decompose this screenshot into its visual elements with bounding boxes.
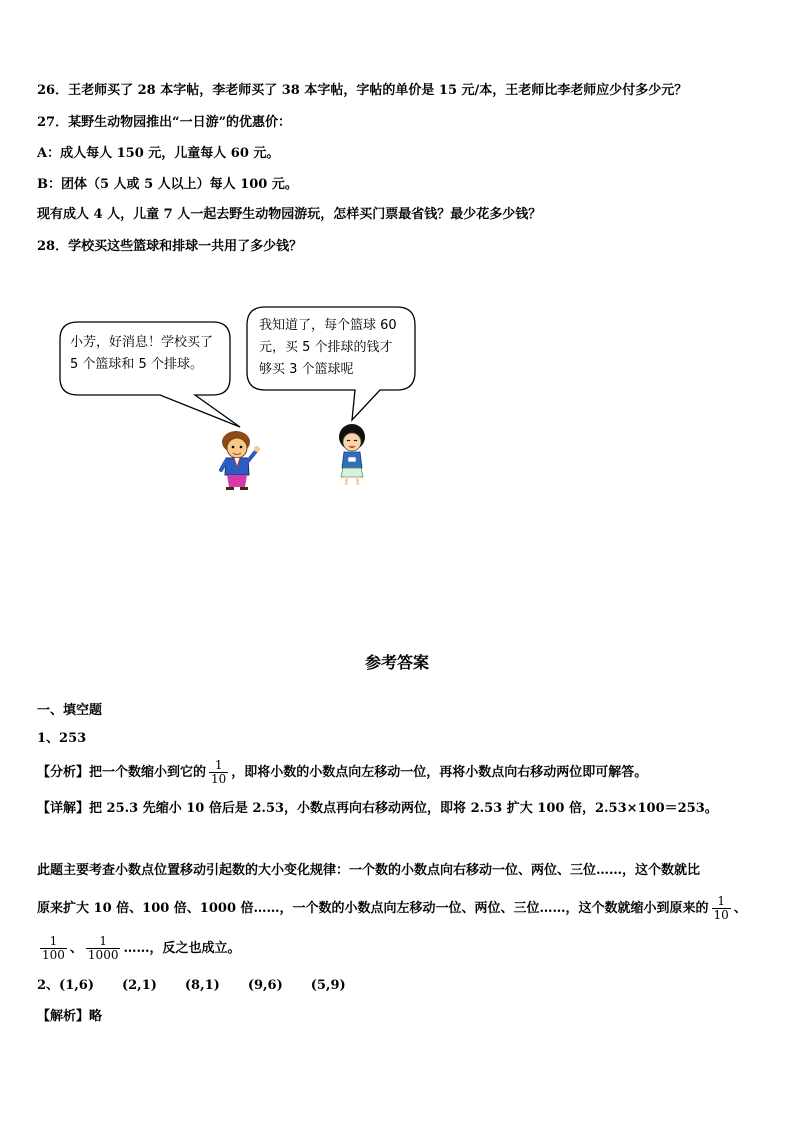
answer-1-analysis-prefix: 【分析】把一个数缩小到它的 [37,765,207,780]
boy-figure [221,431,260,490]
answer-key-title: 参考答案 [364,653,429,672]
fraction-denominator: 1000 [87,948,119,962]
answer-1-note-line-3 [37,935,240,962]
speech-bubble-left-line-2: 5 个篮球和 5 个排球。 [70,357,203,372]
fraction-one-tenth [209,759,228,786]
fraction-numerator: 1 [49,934,58,948]
speech-bubble-right-line-1: 我知道了，每个篮球 60 [259,318,397,333]
answer-section-heading: 一、填空题 [37,703,103,718]
coordinate-2: (2,1) [121,978,157,993]
question-27-option-a: A：成人每人 150 元，儿童每人 60 元。 [37,146,280,161]
question-27-option-b: B：团体（5 人或 5 人以上）每人 100 元。 [37,177,298,192]
answer-1-note-line-1: 此题主要考查小数点位置移动引起数的大小变化规律：一个数的小数点向右移动一位、两位、三位……，这个数就比 [37,863,701,878]
answer-1-note-line-2-end: 、 [733,901,747,916]
question-28: 28．学校买这些篮球和排球一共用了多少钱？ [37,239,303,254]
answer-1-label: 1、253 [37,731,87,746]
speech-bubble-left-text [70,332,213,376]
answer-2-analysis: 【解析】略 [37,1009,103,1024]
answer-1-detail: 【详解】把 25.3 先缩小 10 倍后是 2.53，小数点再向右移动两位，即将 2.53 扩大 100 倍，2.53×100＝253。 [37,801,718,816]
fraction-one-hundredth [40,935,67,962]
coordinate-1: (1,6) [59,978,94,993]
fraction-denominator: 10 [211,772,227,786]
speech-bubble-right-text [259,315,397,381]
fraction-numerator: 1 [214,758,223,772]
fraction-one-thousandth [86,935,121,962]
coordinate-5: (5,9) [310,978,346,993]
girl-figure [339,424,365,485]
question-27-prompt: 现有成人 4 人，儿童 7 人一起去野生动物园游玩，怎样买门票最省钱？最少花多少钱？ [37,207,542,222]
question-26: 26．王老师买了 28 本字帖，李老师买了 38 本字帖，字帖的单价是 15 元/本，王老师比李老师应少付多少元？ [37,83,688,98]
fraction-one-tenth [712,895,731,922]
answer-1-note-separator: 、 [69,941,83,956]
answer-1-note-line-3-end: ……，反之也成立。 [123,941,241,956]
answer-1-note-line-2-text: 原来扩大 10 倍、100 倍、1000 倍……，一个数的小数点向左移动一位、两位、三位……，这个数就缩小到原来的 [37,901,709,916]
illustration [0,295,794,515]
fraction-denominator: 10 [713,908,729,922]
answer-1-analysis [37,759,647,786]
answer-2-label: 2、 [37,978,60,993]
speech-bubble-right-line-3: 够买 3 个篮球呢 [259,362,354,377]
speech-bubble-left-line-1: 小芳，好消息！学校买了 [70,335,214,350]
answer-1-analysis-suffix: ，即将小数的小数点向左移动一位，再将小数点向右移动两位即可解答。 [231,765,648,780]
speech-bubble-right-line-2: 元，买 5 个排球的钱才 [259,340,393,355]
fraction-denominator: 100 [42,948,65,962]
answer-1-note-line-2 [37,895,747,922]
coordinate-4: (9,6) [247,978,283,993]
answer-2 [37,977,374,995]
fraction-numerator: 1 [717,894,725,908]
question-27: 27．某野生动物园推出“一日游”的优惠价： [37,115,292,130]
coordinate-3: (8,1) [184,978,220,993]
fraction-numerator: 1 [99,934,108,948]
